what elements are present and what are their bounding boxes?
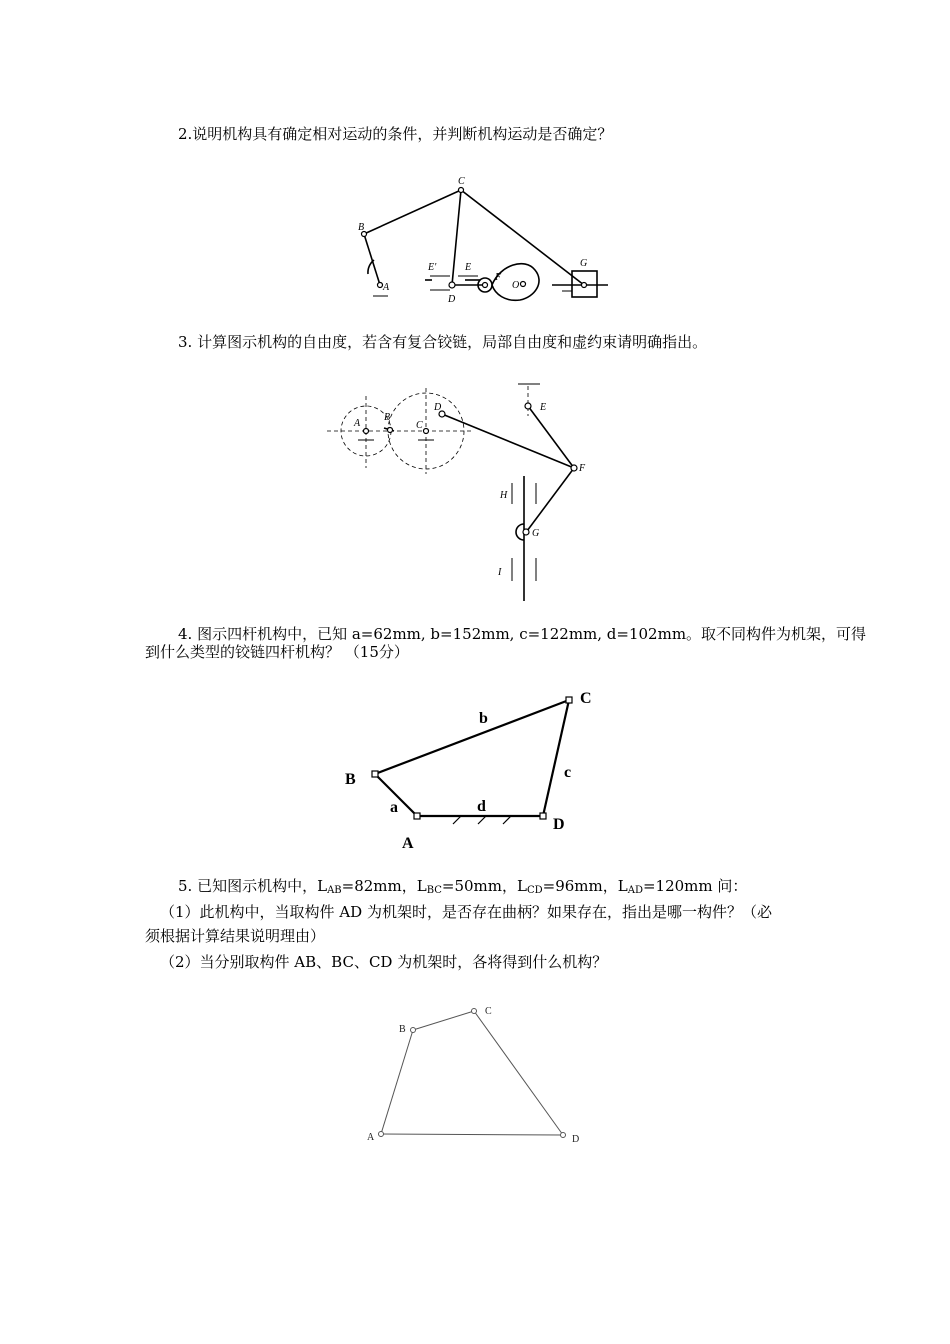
q5-value-cd: =96mm，	[542, 877, 618, 895]
q5-value-bc: =50mm，	[441, 877, 518, 895]
q5-part1-line1: （1）此机构中，当取构件 AD 为机架时，是否存在曲柄？如果存在，指出是哪一构件？（必	[160, 903, 772, 921]
q2-label-a: A	[383, 282, 390, 293]
q5-figure	[360, 998, 590, 1153]
q5-part2: （2）当分别取构件 AB、BC、CD 为机架时，各将得到什么机构？	[160, 953, 608, 971]
q5-sub-ab: AB	[327, 885, 342, 896]
q2-label-e: E	[465, 262, 472, 273]
q4-label-d: D	[553, 816, 565, 833]
q4-label-b: B	[345, 771, 356, 788]
q5-label-d: D	[572, 1134, 580, 1145]
q4-label-link-c: c	[564, 764, 572, 781]
q4-label-link-a: a	[390, 799, 398, 816]
q4-label-link-b: b	[479, 710, 488, 727]
q2-label-o: O	[512, 280, 520, 291]
q4-line2: 到什么类型的铰链四杆机构？ （15分）	[145, 643, 409, 661]
q3-label-h: H	[500, 490, 508, 501]
q2-label-c: C	[458, 176, 465, 187]
q5-sub-cd: CD	[526, 885, 543, 896]
q4-label-c: C	[580, 690, 592, 707]
q5-sub-ad: AD	[627, 885, 643, 896]
q4-label-a: A	[402, 835, 414, 850]
q5-value-ad: =120mm 问：	[642, 877, 748, 895]
q2-figure	[340, 172, 620, 312]
q4-label-link-d: d	[477, 798, 486, 815]
q5-sub-bc: BC	[426, 885, 442, 896]
q5-prefix: 5. 已知图示机构中，	[178, 877, 318, 895]
q2-text: 2.说明机构具有确定相对运动的条件，并判断机构运动是否确定？	[178, 125, 613, 143]
q2-label-e-prime: E'	[428, 262, 437, 273]
q3-label-i: I	[498, 567, 502, 578]
q4-figure	[335, 680, 605, 850]
q3-label-e: E	[540, 402, 547, 413]
q5-label-a: A	[367, 1132, 375, 1143]
q2-label-d: D	[448, 294, 456, 305]
q3-label-f: F	[579, 463, 586, 474]
q5-line1: 5. 已知图示机构中，$L_{AB}=82mm$，$L_{BC}=50mm$，$L_{CD}=96mm$，$L_{AD}=120mm$ 问：	[178, 877, 748, 896]
q4-line1: 4. 图示四杆机构中，已知 a=62mm, b=152mm, c=122mm, d=102mm。取不同构件为机架，可得	[178, 625, 867, 643]
q3-label-d: D	[434, 402, 442, 413]
q2-label-b: B	[358, 222, 365, 233]
q5-label-b: B	[399, 1024, 406, 1035]
q5-value-ab: =82mm，	[341, 877, 417, 895]
q5-part1-line2: 须根据计算结果说明理由）	[145, 927, 326, 945]
q2-label-f: F	[495, 272, 502, 283]
q3-text: 3. 计算图示机构的自由度，若含有复合铰链，局部自由度和虚约束请明确指出。	[178, 333, 708, 351]
q2-label-g: G	[580, 258, 588, 269]
q3-label-b: B	[384, 412, 391, 423]
q3-label-c: C	[416, 420, 423, 431]
q3-label-g: G	[532, 528, 540, 539]
q5-label-c: C	[485, 1006, 492, 1017]
q3-label-a: A	[354, 418, 361, 429]
q3-figure	[322, 376, 592, 602]
